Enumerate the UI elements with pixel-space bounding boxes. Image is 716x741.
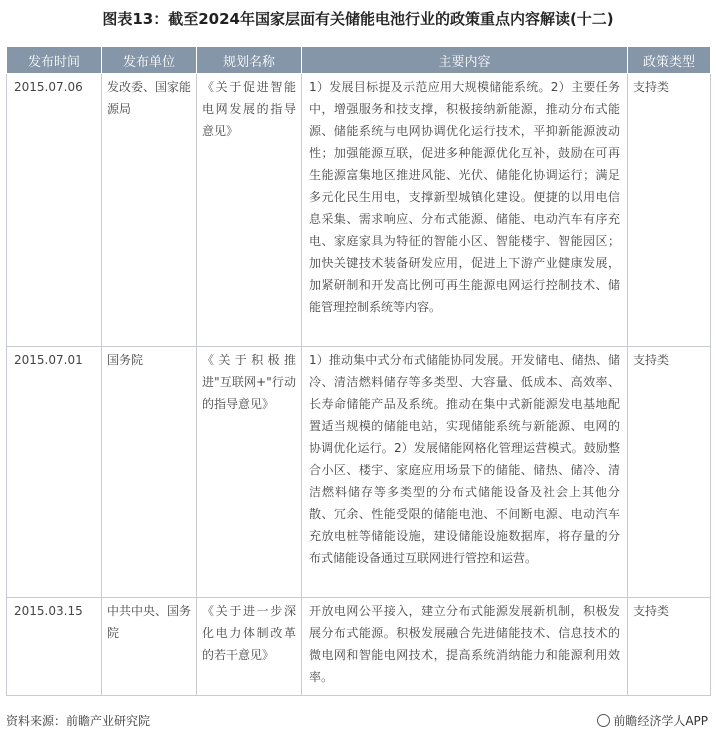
brand-credit <box>597 712 708 729</box>
header-date: 发布时间 <box>7 47 102 74</box>
table-row <box>7 598 711 696</box>
cell-plan: 《关于进一步深化电力体制改革的若干意见》 <box>197 598 302 696</box>
cell-content: 开放电网公平接入，建立分布式能源发展新机制，积极发展分布式能源。积极发展融合先进储能技术、信息技术的微电网和智能电网技术，提高系统消纳能力和能源利用效率。 <box>302 598 628 696</box>
cell-content: 1）发展目标提及示范应用大规模储能系统。2）主要任务中，增强服务和技支撑，积极接纳新能源，推动分布式能源、储能系统与电网协调优化运行技术，平抑新能源波动性；加强能源互联，促进多种能源优化互补，鼓励在可再生能源富集地区推进风能、光伏、储能化协调运行；满足多元化民生用电，支撑新型城镇化建设。便捷的以用电信息采集、需求响应、分布式能源、储能、电动汽车有序充电、家庭家具为特征的智能小区、智能楼宇、智能园区；加快关键技术装备研发应用，促进上下游产业健康发展，加紧研制和开发高比例可再生能源电网运行控制技术、储能管理控制系统等内容。 <box>302 74 628 347</box>
header-plan: 规划名称 <box>197 47 302 74</box>
cell-org: 国务院 <box>102 347 197 598</box>
source-note: 资料来源：前瞻产业研究院 <box>6 714 151 728</box>
cell-plan: 《关于促进智能电网发展的指导意见》 <box>197 74 302 347</box>
cell-content: 1）推动集中式分布式储能协同发展。开发储电、储热、储冷、清洁燃料储存等多类型、大容量、低成本、高效率、长寿命储能产品及系统。推动在集中式新能源发电基地配置适当规模的储能电站，实现储能系统与新能源、电网的协调优化运行。2）发展储能网格化管理运营模式。鼓励整合小区、楼宇、家庭应用场景下的储能、储热、储冷、清洁燃料储存等多类型的分布式储能设备及社会上其他分散、冗余、性能受限的储能电池、不间断电源、电动汽车充放电桩等储能设施，建设储能设施数据库，将存量的分布式储能设备通过互联网进行管控和运营。 <box>302 347 628 598</box>
table-row <box>7 74 711 347</box>
cell-type: 支持类 <box>628 347 711 598</box>
cell-date: 2015.03.15 <box>7 598 102 696</box>
cell-date: 2015.07.01 <box>7 347 102 598</box>
table-header-row <box>7 47 711 74</box>
cell-org: 中共中央、国务院 <box>102 598 197 696</box>
policy-table <box>6 46 711 696</box>
cell-type: 支持类 <box>628 74 711 347</box>
cell-org: 发改委、国家能源局 <box>102 74 197 347</box>
cell-plan: 《关于积极推进"互联网+"行动的指导意见》 <box>197 347 302 598</box>
header-org: 发布单位 <box>102 47 197 74</box>
header-type: 政策类型 <box>628 47 711 74</box>
table-row <box>7 347 711 598</box>
brand-name: 前瞻经济学人APP <box>613 714 708 728</box>
brand-logo-icon <box>597 714 610 727</box>
cell-date: 2015.07.06 <box>7 74 102 347</box>
header-content: 主要内容 <box>302 47 628 74</box>
page-title: 图表13：截至2024年国家层面有关储能电池行业的政策重点内容解读(十二) <box>102 10 614 28</box>
cell-type: 支持类 <box>628 598 711 696</box>
